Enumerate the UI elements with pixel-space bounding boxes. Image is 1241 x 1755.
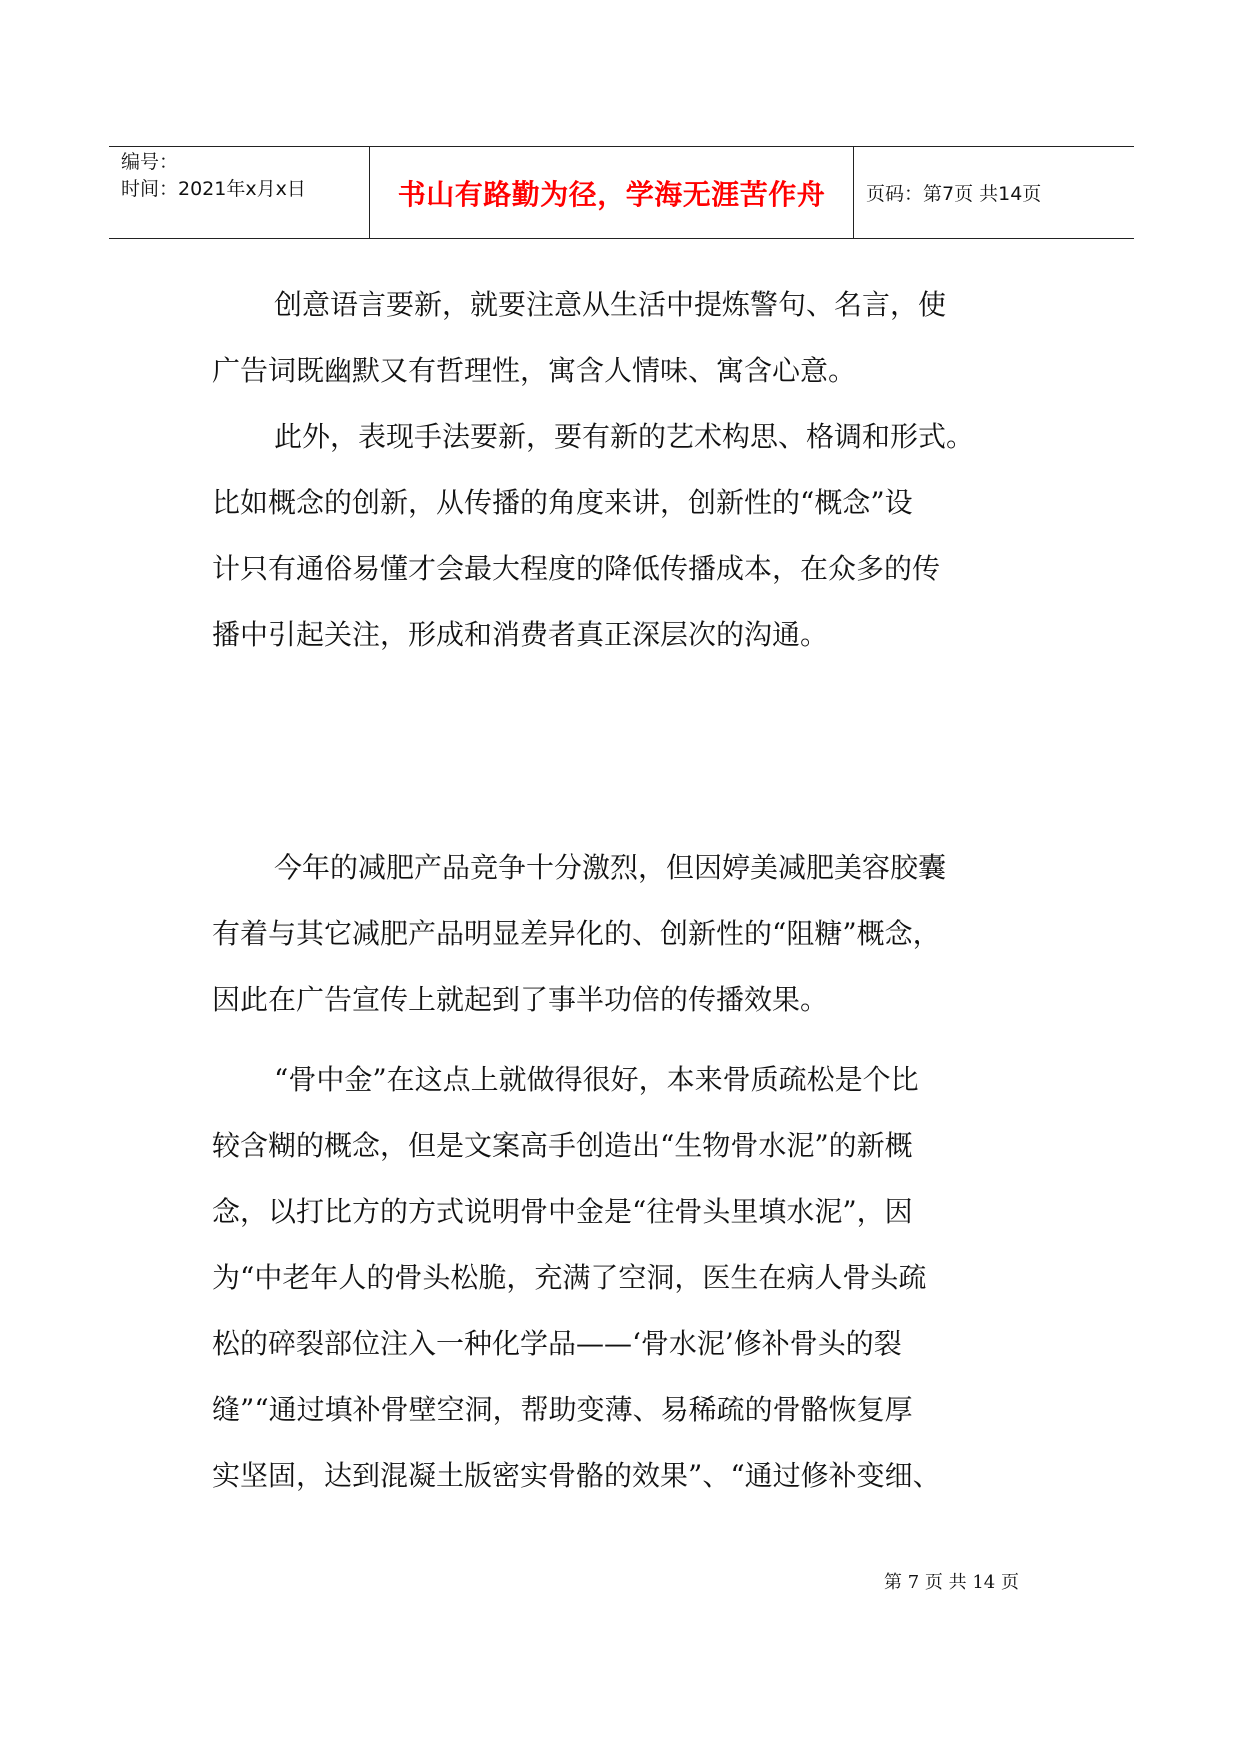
paragraph-3 [212,835,1072,1033]
paragraph-line: 有着与其它减肥产品明显差异化的、创新性的“阻糖”概念， [212,917,941,950]
paragraph-line: 创意语言要新，就要注意从生活中提炼警句、名言，使 [274,288,947,321]
paragraph-4 [212,1047,1072,1509]
footer-page-number: 第 7 页 共 14 页 [884,1572,1019,1593]
paragraph-line: “骨中金”在这点上就做得很好，本来骨质疏松是个比 [274,1063,919,1096]
paragraph-1 [212,272,1072,404]
header-motto-cell [370,147,854,238]
paragraph-line: 比如概念的创新，从传播的角度来讲，创新性的“概念”设 [212,486,913,519]
paragraph-2 [212,404,1072,668]
date-label: 时间：2021年x月x日 [121,178,306,200]
paragraph-line: 缝”“通过填补骨壁空洞，帮助变薄、易稀疏的骨骼恢复厚 [212,1393,913,1426]
serial-number-label: 编号： [121,151,179,173]
paragraph-line: 松的碎裂部位注入一种化学品——‘骨水泥’修补骨头的裂 [212,1327,902,1360]
paragraph-line: 计只有通俗易懂才会最大程度的降低传播成本，在众多的传 [212,552,941,585]
paragraph-line: 广告词既幽默又有哲理性，寓含人情味、寓含心意。 [212,354,857,387]
document-header [109,146,1134,239]
paragraph-line: 为“中老年人的骨头松脆，充满了空洞，医生在病人骨头疏 [212,1261,927,1294]
header-page-cell [854,147,1134,238]
motto-text: 书山有路勤为径，学海无涯苦作舟 [397,177,826,211]
header-meta-cell [109,147,370,238]
paragraph-line: 因此在广告宣传上就起到了事半功倍的传播效果。 [212,983,829,1016]
document-body [212,272,1072,1509]
page-code-label: 页码：第7页 共14页 [866,183,1042,205]
paragraph-line: 今年的减肥产品竞争十分激烈，但因婷美减肥美容胶囊 [274,851,947,884]
paragraph-line: 实坚固，达到混凝土版密实骨骼的效果”、“通过修补变细、 [212,1459,941,1492]
paragraph-line: 播中引起关注，形成和消费者真正深层次的沟通。 [212,618,829,651]
paragraph-line: 念，以打比方的方式说明骨中金是“往骨头里填水泥”，因 [212,1195,913,1228]
paragraph-line: 较含糊的概念，但是文案高手创造出“生物骨水泥”的新概 [212,1129,913,1162]
paragraph-line: 此外，表现手法要新，要有新的艺术构思、格调和形式。 [274,420,975,453]
